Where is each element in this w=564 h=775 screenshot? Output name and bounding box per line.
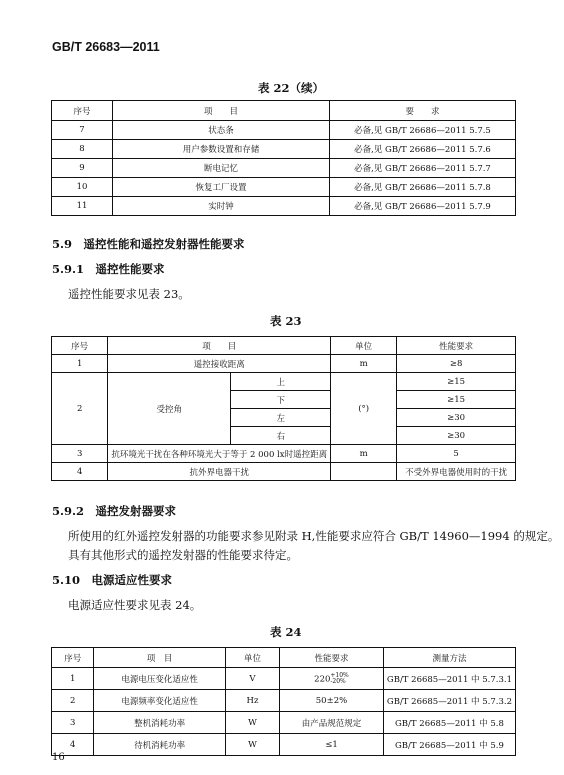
table22-header-item: 项 目	[113, 101, 330, 121]
section-5-9-2-text-1: 所使用的红外遥控发射器的功能要求参见附录 H,性能要求应符合 GB/T 14960—1994 的规定。	[68, 529, 560, 543]
table24-header-no: 序号	[52, 648, 94, 668]
table24-cell: 由产品规范规定	[280, 712, 384, 734]
table23-cell: ≥30	[397, 409, 516, 427]
table-row	[52, 355, 516, 373]
table23-cell: m	[331, 355, 397, 373]
table22-caption: 表 22（续）	[258, 81, 325, 95]
table23-header-req: 性能要求	[397, 337, 516, 355]
table22-cell: 实时钟	[113, 197, 330, 216]
table-row	[52, 712, 516, 734]
table23	[51, 336, 516, 481]
table22-cell: 11	[52, 197, 113, 216]
table-row	[52, 445, 516, 463]
table22-cell: 8	[52, 140, 113, 159]
table-row	[52, 690, 516, 712]
table24-cell: 50±2%	[280, 690, 384, 712]
table-row	[52, 197, 516, 216]
section-5-9-1-heading: 5.9.1 遥控性能要求	[52, 262, 165, 276]
table24-cell: V	[225, 668, 279, 690]
table22-cell: 必备,见 GB/T 26686—2011 5.7.5	[330, 121, 516, 140]
table23-cell: 上	[231, 373, 331, 391]
table22	[51, 100, 516, 216]
table24-cell: W	[225, 734, 279, 756]
table23-header-item: 项 目	[108, 337, 331, 355]
table24-cell: 整机消耗功率	[94, 712, 226, 734]
table24-cell: 电源电压变化适应性	[94, 668, 226, 690]
table23-header-unit: 单位	[331, 337, 397, 355]
table22-cell: 必备,见 GB/T 26686—2011 5.7.6	[330, 140, 516, 159]
table24-cell: 3	[52, 712, 94, 734]
table24-caption: 表 24	[270, 625, 302, 639]
page-number: 16	[52, 752, 65, 763]
table22-cell: 断电记忆	[113, 159, 330, 178]
table23-caption: 表 23	[270, 314, 302, 328]
standard-number-header: GB/T 26683—2011	[52, 40, 160, 54]
section-5-9-2-heading: 5.9.2 遥控发射器要求	[52, 504, 177, 518]
table23-cell: 受控角	[108, 373, 231, 445]
section-5-9-heading: 5.9 遥控性能和遥控发射器性能要求	[52, 237, 245, 251]
table22-cell: 用户参数设置和存储	[113, 140, 330, 159]
section-5-10-heading: 5.10 电源适应性要求	[52, 573, 173, 587]
table22-cell: 恢复工厂设置	[113, 178, 330, 197]
table-row	[52, 140, 516, 159]
table23-cell	[331, 463, 397, 481]
table23-cell: 3	[52, 445, 108, 463]
voltage-minus-tolerance: -20%	[330, 677, 346, 685]
table24-cell: 电源频率变化适应性	[94, 690, 226, 712]
table-row	[52, 734, 516, 756]
table24-cell: 2	[52, 690, 94, 712]
table24-cell: 待机消耗功率	[94, 734, 226, 756]
table23-cell: 5	[397, 445, 516, 463]
table23-cell: 不受外界电器使用时的干扰	[397, 463, 516, 481]
table23-cell: 1	[52, 355, 108, 373]
table24-header-method: 测量方法	[383, 648, 515, 668]
table22-cell: 必备,见 GB/T 26686—2011 5.7.9	[330, 197, 516, 216]
table24-header-unit: 单位	[225, 648, 279, 668]
table23-cell: ≥8	[397, 355, 516, 373]
table22-cell: 9	[52, 159, 113, 178]
table24-cell: GB/T 26685—2011 中 5.7.3.1	[383, 668, 515, 690]
table-row	[52, 178, 516, 197]
section-5-9-1-text: 遥控性能要求见表 23。	[68, 287, 190, 301]
table22-cell: 状态条	[113, 121, 330, 140]
table22-cell: 必备,见 GB/T 26686—2011 5.7.8	[330, 178, 516, 197]
table24-cell: GB/T 26685—2011 中 5.9	[383, 734, 515, 756]
table23-cell: 右	[231, 427, 331, 445]
table24-cell: W	[225, 712, 279, 734]
section-5-9-2-text-2: 具有其他形式的遥控发射器的性能要求待定。	[68, 548, 298, 562]
table22-cell: 必备,见 GB/T 26686—2011 5.7.7	[330, 159, 516, 178]
voltage-plus-tolerance: +10%	[330, 671, 349, 679]
table24-header-item: 项 目	[94, 648, 226, 668]
table24-cell: GB/T 26685—2011 中 5.8	[383, 712, 515, 734]
table-row	[52, 463, 516, 481]
table23-cell: 抗外界电器干扰	[108, 463, 331, 481]
table24-cell: Hz	[225, 690, 279, 712]
table23-cell: (°)	[331, 373, 397, 445]
table22-header-req: 要 求	[330, 101, 516, 121]
table23-cell: ≥15	[397, 373, 516, 391]
table23-cell: 4	[52, 463, 108, 481]
table24-cell: 4	[52, 734, 94, 756]
table23-header-no: 序号	[52, 337, 108, 355]
table24-cell: GB/T 26685—2011 中 5.7.3.2	[383, 690, 515, 712]
table-row	[52, 373, 516, 391]
table23-cell: ≥15	[397, 391, 516, 409]
table22-cell: 10	[52, 178, 113, 197]
table23-cell: m	[331, 445, 397, 463]
table24-cell-voltage	[280, 668, 384, 690]
table24-header-req: 性能要求	[280, 648, 384, 668]
voltage-base: 220	[314, 674, 331, 684]
section-5-10-text: 电源适应性要求见表 24。	[68, 598, 202, 612]
table24-cell: ≤1	[280, 734, 384, 756]
table24	[51, 647, 516, 756]
table22-cell: 7	[52, 121, 113, 140]
table23-cell: ≥30	[397, 427, 516, 445]
table22-header-no: 序号	[52, 101, 113, 121]
table-row	[52, 121, 516, 140]
table23-cell: 2	[52, 373, 108, 445]
table-row	[52, 159, 516, 178]
table23-cell: 下	[231, 391, 331, 409]
table23-cell: 遥控接收距离	[108, 355, 331, 373]
table-row	[52, 668, 516, 690]
table23-cell: 左	[231, 409, 331, 427]
table23-cell: 抗环境光干扰在各种环境光大于等于 2 000 lx时遥控距离	[108, 445, 331, 463]
table24-cell: 1	[52, 668, 94, 690]
